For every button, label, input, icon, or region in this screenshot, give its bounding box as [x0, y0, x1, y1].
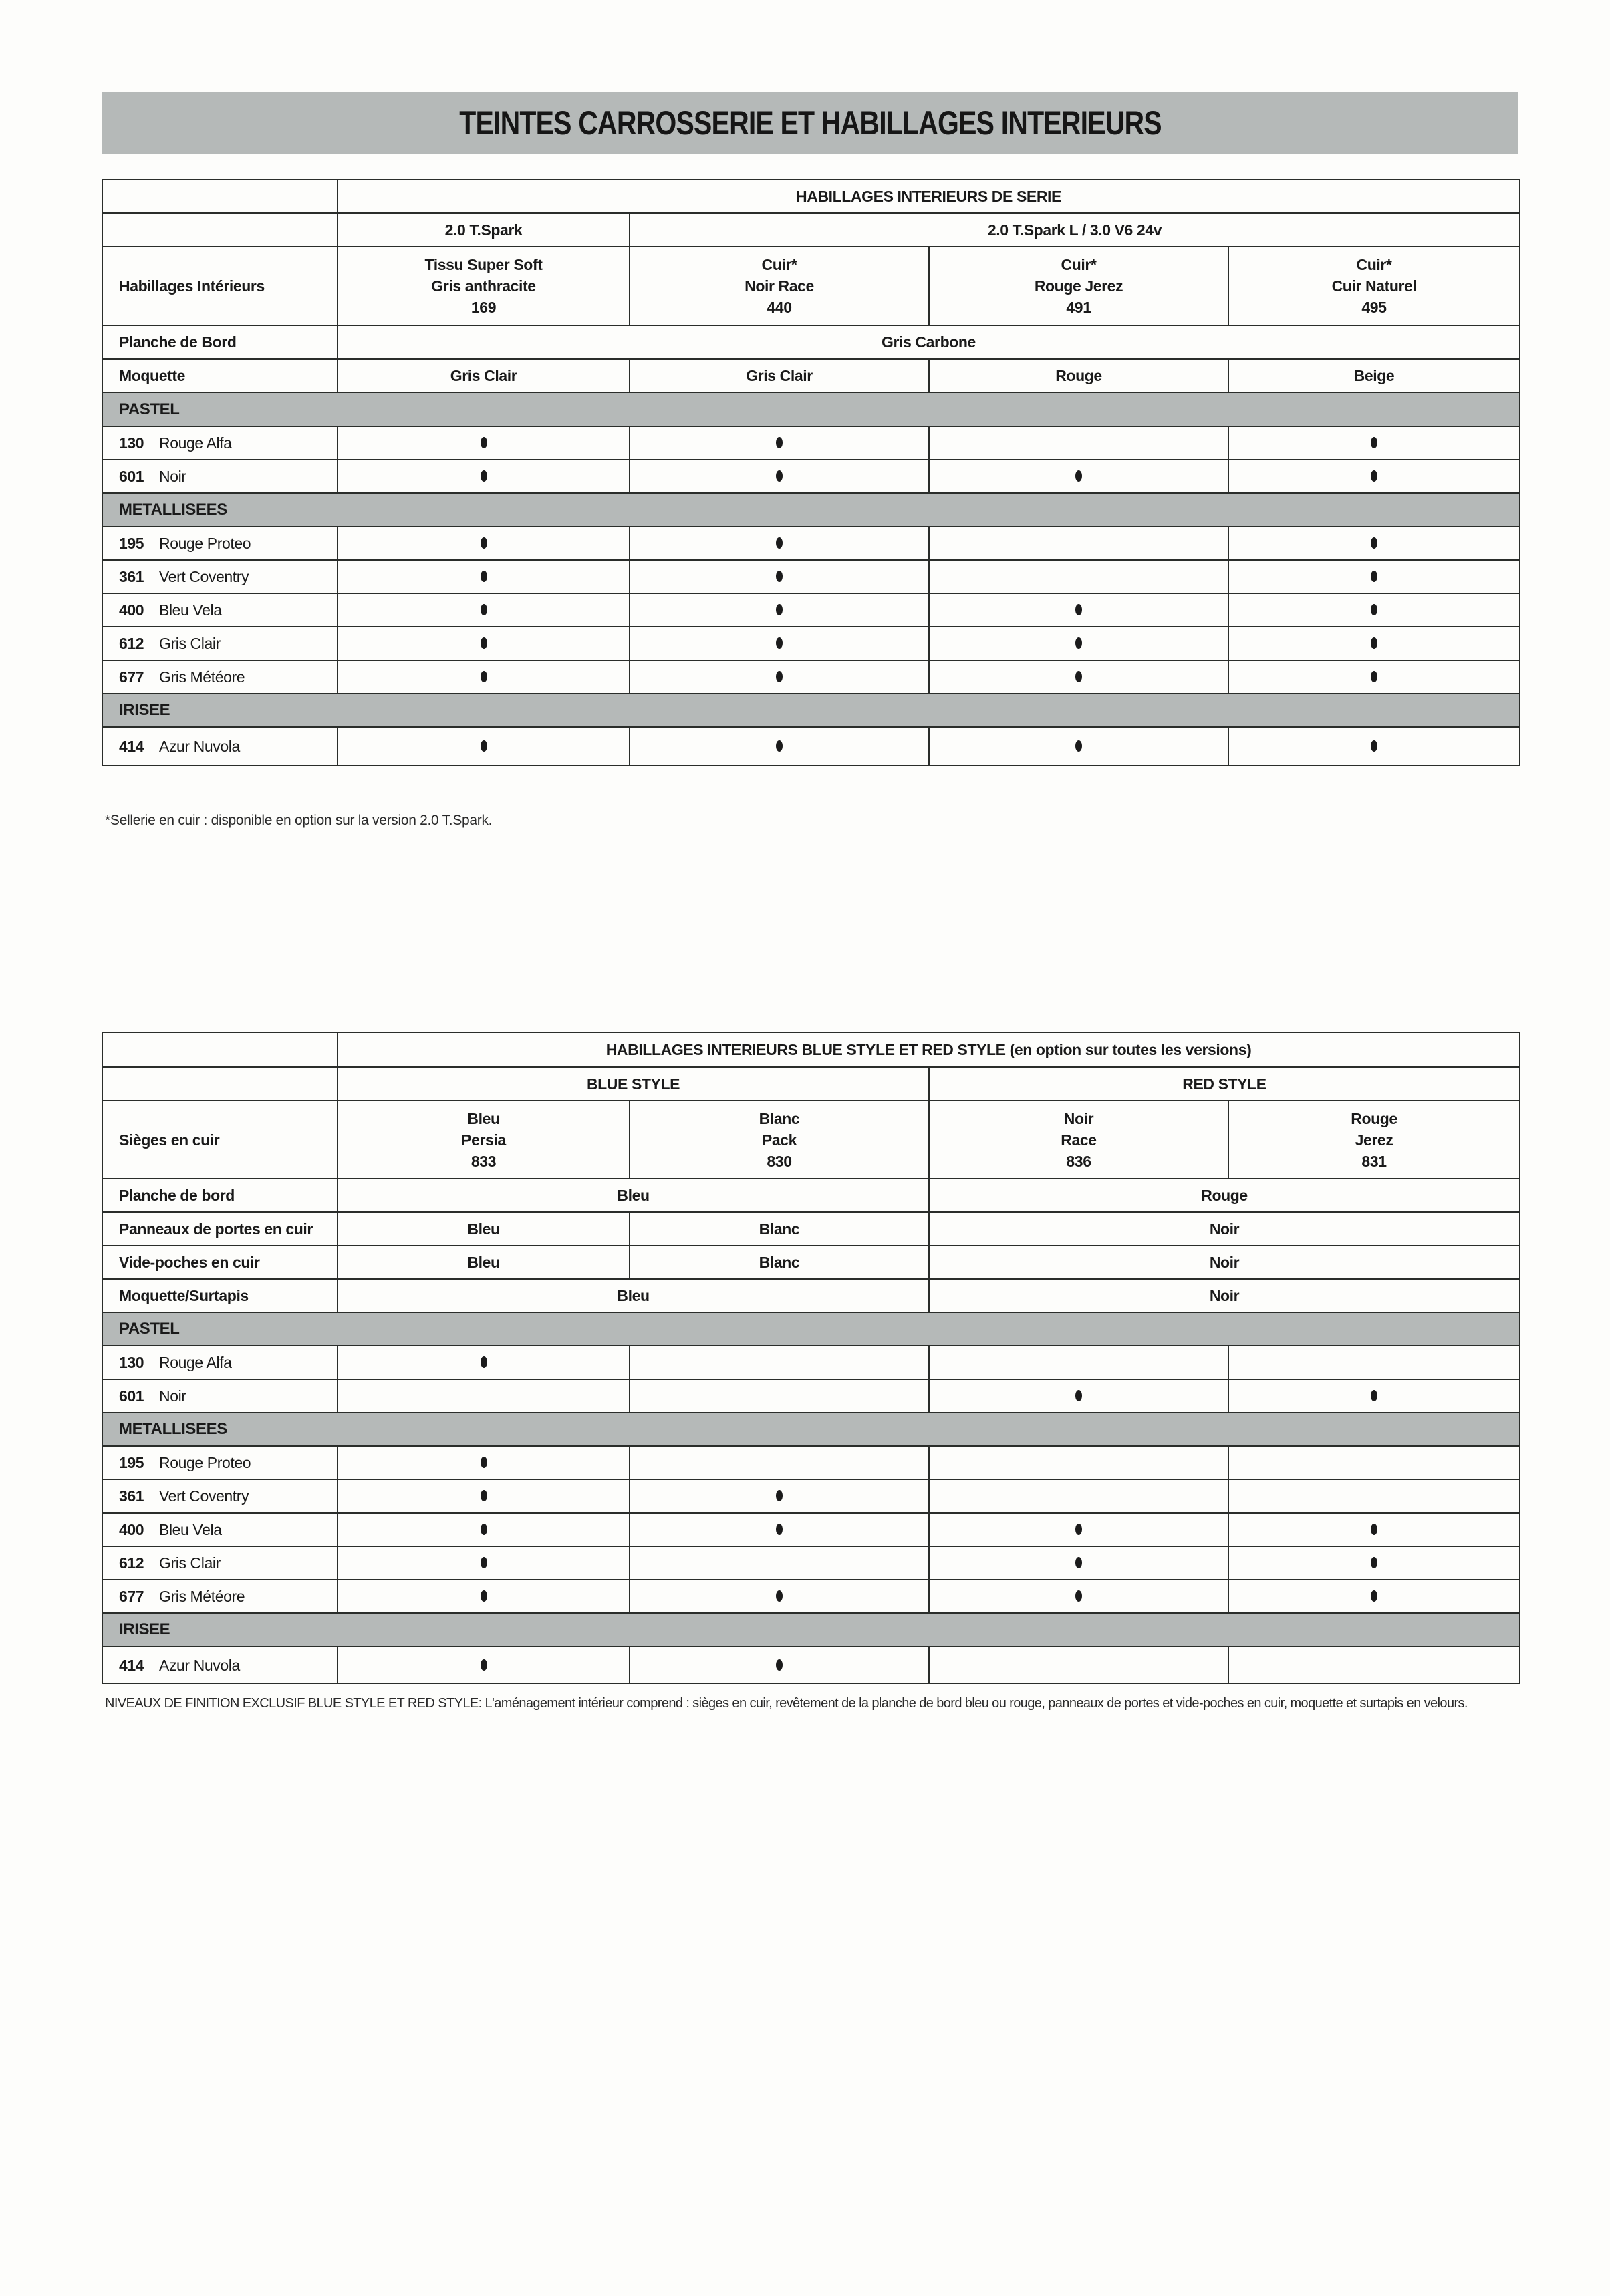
color-name: Vert Coventry	[159, 568, 249, 585]
style-header-red: RED STYLE	[929, 1067, 1520, 1101]
habillage-code: 169	[471, 299, 497, 316]
title-bar	[102, 92, 1518, 154]
color-label	[102, 1446, 338, 1479]
siege-cell	[929, 1101, 1228, 1179]
availability-cell	[929, 1379, 1228, 1413]
color-code: 601	[119, 1387, 144, 1405]
habillage-cell	[1228, 247, 1520, 325]
availability-cell	[1228, 460, 1520, 493]
style-header-blue: BLUE STYLE	[338, 1067, 929, 1101]
table-row	[102, 1513, 1520, 1546]
habillage-cell	[630, 247, 929, 325]
color-code: 130	[119, 1354, 144, 1371]
available-dot-icon	[1075, 740, 1082, 752]
available-dot-icon	[481, 537, 487, 549]
siege-code: 836	[1066, 1152, 1091, 1170]
available-dot-icon	[1371, 1390, 1377, 1401]
table-row	[102, 660, 1520, 694]
availability-cell	[630, 460, 929, 493]
availability-cell	[929, 460, 1228, 493]
table-row	[102, 527, 1520, 560]
footnote-cuir: *Sellerie en cuir : disponible en option sur la version 2.0 T.Spark.	[105, 813, 493, 828]
availability-cell	[1228, 1446, 1520, 1479]
color-name: Rouge Proteo	[159, 535, 251, 552]
moquette-value: Noir	[929, 1279, 1520, 1312]
available-dot-icon	[481, 740, 487, 752]
availability-cell	[630, 1479, 929, 1513]
row-label: Vide-poches en cuir	[102, 1246, 338, 1279]
color-code: 361	[119, 568, 144, 585]
availability-cell	[1228, 527, 1520, 560]
color-label	[102, 1646, 338, 1683]
available-dot-icon	[481, 604, 487, 615]
availability-cell	[929, 527, 1228, 560]
panneaux-value: Noir	[929, 1212, 1520, 1246]
table-row	[102, 593, 1520, 627]
availability-cell	[1228, 1646, 1520, 1683]
color-name: Gris Météore	[159, 1588, 245, 1605]
available-dot-icon	[776, 1590, 783, 1602]
available-dot-icon	[481, 1490, 487, 1501]
color-label	[102, 1479, 338, 1513]
habillage-code: 495	[1361, 299, 1387, 316]
availability-cell	[630, 593, 929, 627]
version-header: 2.0 T.Spark L / 3.0 V6 24v	[630, 213, 1520, 247]
availability-cell	[630, 527, 929, 560]
availability-cell	[338, 1379, 630, 1413]
color-label	[102, 627, 338, 660]
row-label: Planche de Bord	[102, 325, 338, 359]
siege-name: Race	[1061, 1131, 1097, 1149]
habillage-cell	[929, 247, 1228, 325]
row-label: Sièges en cuir	[102, 1101, 338, 1179]
availability-cell	[929, 1446, 1228, 1479]
color-name: Rouge Alfa	[159, 434, 232, 452]
availability-cell	[929, 1346, 1228, 1379]
moquette-value: Bleu	[338, 1279, 929, 1312]
availability-cell	[630, 1513, 929, 1546]
color-code: 414	[119, 738, 144, 755]
color-name: Gris Clair	[159, 1554, 221, 1572]
siege-name: Jerez	[1355, 1131, 1393, 1149]
availability-cell	[1228, 660, 1520, 694]
planche-value: Gris Carbone	[338, 325, 1520, 359]
available-dot-icon	[481, 1356, 487, 1368]
available-dot-icon	[481, 1457, 487, 1468]
habillage-type: Cuir*	[1356, 256, 1392, 273]
table-row	[102, 560, 1520, 593]
availability-cell	[338, 1346, 630, 1379]
color-label	[102, 593, 338, 627]
color-label	[102, 1580, 338, 1613]
availability-cell	[630, 1580, 929, 1613]
footnote-finition: NIVEAUX DE FINITION EXCLUSIF BLUE STYLE ET RED STYLE: L'aménagement intérieur comprend : sièges en cuir, revêtement de la planche de bord bleu ou rouge, panneaux de portes et vide-poches en cuir, moquette et surtapis en velours.	[105, 1696, 1468, 1711]
page-title: TEINTES CARROSSERIE ET HABILLAGES INTERIEURS	[459, 104, 1162, 142]
available-dot-icon	[1075, 1557, 1082, 1568]
available-dot-icon	[1371, 671, 1377, 682]
availability-cell	[338, 627, 630, 660]
siege-color: Blanc	[759, 1109, 800, 1127]
availability-cell	[929, 560, 1228, 593]
section-header-row	[102, 1413, 1520, 1446]
availability-cell	[338, 426, 630, 460]
available-dot-icon	[1371, 1590, 1377, 1602]
videpoches-value: Blanc	[630, 1246, 929, 1279]
color-code: 400	[119, 601, 144, 619]
planche-value: Rouge	[929, 1179, 1520, 1212]
siege-color: Bleu	[467, 1109, 500, 1127]
available-dot-icon	[776, 1659, 783, 1671]
siege-color: Rouge	[1351, 1109, 1397, 1127]
availability-cell	[1228, 426, 1520, 460]
color-label	[102, 660, 338, 694]
availability-cell	[630, 627, 929, 660]
color-label	[102, 1546, 338, 1580]
color-code: 612	[119, 1554, 144, 1572]
moquette-value: Rouge	[929, 359, 1228, 392]
color-label	[102, 1379, 338, 1413]
available-dot-icon	[1075, 1524, 1082, 1535]
habillage-type: Cuir*	[761, 256, 797, 273]
availability-cell	[338, 1446, 630, 1479]
section-header-row	[102, 493, 1520, 527]
availability-cell	[1228, 1513, 1520, 1546]
available-dot-icon	[481, 1590, 487, 1602]
color-code: 677	[119, 668, 144, 686]
table-row	[102, 1479, 1520, 1513]
color-code: 361	[119, 1487, 144, 1505]
table-row	[102, 1646, 1520, 1683]
color-name: Bleu Vela	[159, 601, 222, 619]
availability-cell	[1228, 1546, 1520, 1580]
availability-cell	[929, 426, 1228, 460]
table-header: HABILLAGES INTERIEURS BLUE STYLE ET RED STYLE (en option sur toutes les versions)	[338, 1032, 1520, 1067]
habillage-type: Cuir*	[1061, 256, 1097, 273]
videpoches-value: Bleu	[338, 1246, 630, 1279]
available-dot-icon	[1371, 740, 1377, 752]
available-dot-icon	[481, 1524, 487, 1535]
availability-cell	[929, 593, 1228, 627]
table-row	[102, 1446, 1520, 1479]
table-row	[102, 727, 1520, 766]
availability-cell	[1228, 560, 1520, 593]
empty-cell	[102, 1032, 338, 1067]
panneaux-value: Blanc	[630, 1212, 929, 1246]
availability-cell	[1228, 1379, 1520, 1413]
empty-cell	[102, 180, 338, 213]
availability-cell	[338, 727, 630, 766]
availability-cell	[929, 627, 1228, 660]
table-row	[102, 627, 1520, 660]
available-dot-icon	[776, 637, 783, 649]
availability-cell	[630, 560, 929, 593]
availability-cell	[1228, 1580, 1520, 1613]
table-header: HABILLAGES INTERIEURS DE SERIE	[338, 180, 1520, 213]
section-header-row	[102, 1613, 1520, 1646]
availability-cell	[1228, 727, 1520, 766]
available-dot-icon	[481, 671, 487, 682]
color-code: 612	[119, 635, 144, 652]
color-name: Bleu Vela	[159, 1521, 222, 1538]
available-dot-icon	[776, 1490, 783, 1501]
color-name: Noir	[159, 468, 186, 485]
habillage-color: Cuir Naturel	[1331, 277, 1417, 295]
siege-color: Noir	[1063, 1109, 1094, 1127]
color-name: Rouge Alfa	[159, 1354, 232, 1371]
availability-cell	[338, 460, 630, 493]
planche-value: Bleu	[338, 1179, 929, 1212]
table-row	[102, 1379, 1520, 1413]
availability-cell	[929, 1646, 1228, 1683]
availability-cell	[929, 1580, 1228, 1613]
available-dot-icon	[776, 671, 783, 682]
availability-cell	[1228, 627, 1520, 660]
section-header: METALLISEES	[102, 1413, 1520, 1446]
availability-cell	[630, 660, 929, 694]
availability-cell	[630, 1446, 929, 1479]
available-dot-icon	[481, 571, 487, 582]
color-name: Rouge Proteo	[159, 1454, 251, 1471]
availability-cell	[1228, 1479, 1520, 1513]
availability-cell	[630, 727, 929, 766]
availability-cell	[1228, 1346, 1520, 1379]
version-header: 2.0 T.Spark	[338, 213, 630, 247]
color-label	[102, 1513, 338, 1546]
available-dot-icon	[1371, 571, 1377, 582]
available-dot-icon	[776, 1524, 783, 1535]
availability-cell	[630, 1346, 929, 1379]
habillage-color: Noir Race	[745, 277, 814, 295]
available-dot-icon	[1371, 537, 1377, 549]
available-dot-icon	[1371, 1524, 1377, 1535]
availability-cell	[630, 1546, 929, 1580]
available-dot-icon	[776, 571, 783, 582]
color-label	[102, 527, 338, 560]
availability-cell	[338, 1580, 630, 1613]
availability-cell	[338, 527, 630, 560]
habillage-color: Gris anthracite	[431, 277, 536, 295]
color-code: 195	[119, 535, 144, 552]
availability-cell	[630, 426, 929, 460]
available-dot-icon	[1371, 1557, 1377, 1568]
available-dot-icon	[1075, 671, 1082, 682]
empty-cell	[102, 1067, 338, 1101]
table-serie	[102, 179, 1520, 766]
row-label: Moquette	[102, 359, 338, 392]
color-name: Gris Clair	[159, 635, 221, 652]
available-dot-icon	[776, 470, 783, 482]
available-dot-icon	[1075, 1390, 1082, 1401]
color-code: 677	[119, 1588, 144, 1605]
available-dot-icon	[776, 740, 783, 752]
available-dot-icon	[776, 437, 783, 448]
section-header: METALLISEES	[102, 493, 1520, 527]
available-dot-icon	[1075, 470, 1082, 482]
habillage-code: 491	[1066, 299, 1091, 316]
section-header: IRISEE	[102, 1613, 1520, 1646]
availability-cell	[338, 1646, 630, 1683]
available-dot-icon	[1075, 1590, 1082, 1602]
section-header-row	[102, 392, 1520, 426]
color-code: 195	[119, 1454, 144, 1471]
section-header: PASTEL	[102, 1312, 1520, 1346]
available-dot-icon	[481, 1659, 487, 1671]
color-code: 130	[119, 434, 144, 452]
available-dot-icon	[1075, 637, 1082, 649]
moquette-value: Gris Clair	[338, 359, 630, 392]
color-code: 414	[119, 1656, 144, 1674]
availability-cell	[929, 727, 1228, 766]
availability-cell	[338, 660, 630, 694]
availability-cell	[929, 1513, 1228, 1546]
siege-cell	[338, 1101, 630, 1179]
row-label: Panneaux de portes en cuir	[102, 1212, 338, 1246]
row-label: Habillages Intérieurs	[102, 247, 338, 325]
table-row	[102, 460, 1520, 493]
table-row	[102, 1546, 1520, 1580]
table-blue-red-style	[102, 1032, 1520, 1684]
color-label	[102, 560, 338, 593]
availability-cell	[630, 1379, 929, 1413]
videpoches-value: Noir	[929, 1246, 1520, 1279]
available-dot-icon	[1371, 637, 1377, 649]
siege-cell	[630, 1101, 929, 1179]
siege-cell	[1228, 1101, 1520, 1179]
table-row	[102, 1346, 1520, 1379]
section-header: PASTEL	[102, 392, 1520, 426]
color-name: Azur Nuvola	[159, 738, 240, 755]
color-name: Azur Nuvola	[159, 1656, 240, 1674]
table-row	[102, 1580, 1520, 1613]
table-row	[102, 426, 1520, 460]
siege-code: 830	[767, 1152, 792, 1170]
availability-cell	[929, 1546, 1228, 1580]
color-label	[102, 460, 338, 493]
availability-cell	[338, 1513, 630, 1546]
color-name: Noir	[159, 1387, 186, 1405]
available-dot-icon	[481, 437, 487, 448]
available-dot-icon	[776, 604, 783, 615]
empty-cell	[102, 213, 338, 247]
color-label	[102, 727, 338, 766]
row-label: Planche de bord	[102, 1179, 338, 1212]
siege-name: Pack	[761, 1131, 797, 1149]
availability-cell	[338, 593, 630, 627]
availability-cell	[929, 1479, 1228, 1513]
available-dot-icon	[1371, 437, 1377, 448]
siege-code: 831	[1361, 1152, 1387, 1170]
section-header-row	[102, 1312, 1520, 1346]
available-dot-icon	[1371, 604, 1377, 615]
availability-cell	[630, 1646, 929, 1683]
availability-cell	[1228, 593, 1520, 627]
color-name: Vert Coventry	[159, 1487, 249, 1505]
color-code: 601	[119, 468, 144, 485]
availability-cell	[338, 1546, 630, 1580]
moquette-value: Beige	[1228, 359, 1520, 392]
color-label	[102, 426, 338, 460]
habillage-cell	[338, 247, 630, 325]
habillage-type: Tissu Super Soft	[424, 256, 543, 273]
availability-cell	[929, 660, 1228, 694]
availability-cell	[338, 1479, 630, 1513]
available-dot-icon	[1371, 470, 1377, 482]
color-code: 400	[119, 1521, 144, 1538]
panneaux-value: Bleu	[338, 1212, 630, 1246]
available-dot-icon	[776, 537, 783, 549]
habillage-color: Rouge Jerez	[1034, 277, 1123, 295]
available-dot-icon	[481, 470, 487, 482]
siege-name: Persia	[461, 1131, 506, 1149]
color-name: Gris Météore	[159, 668, 245, 686]
available-dot-icon	[1075, 604, 1082, 615]
color-label	[102, 1346, 338, 1379]
siege-code: 833	[471, 1152, 497, 1170]
section-header-row	[102, 694, 1520, 727]
section-header: IRISEE	[102, 694, 1520, 727]
availability-cell	[338, 560, 630, 593]
moquette-value: Gris Clair	[630, 359, 929, 392]
row-label: Moquette/Surtapis	[102, 1279, 338, 1312]
available-dot-icon	[481, 1557, 487, 1568]
habillage-code: 440	[767, 299, 792, 316]
available-dot-icon	[481, 637, 487, 649]
